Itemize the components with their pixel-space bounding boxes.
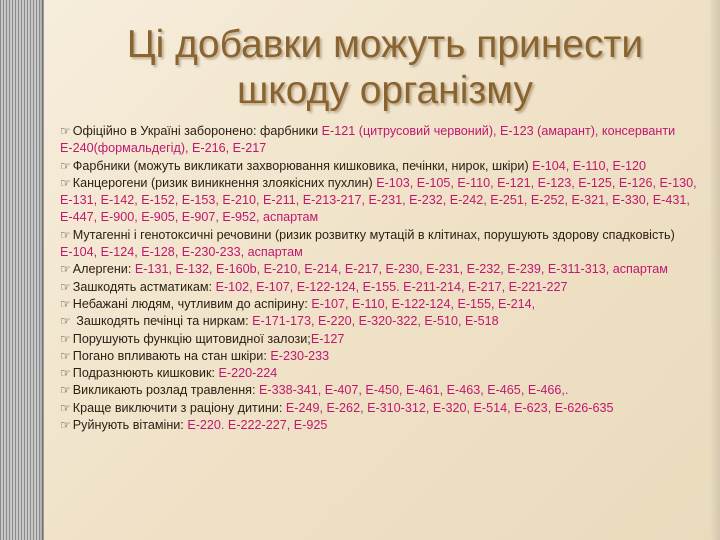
- item-description: Подразнюють кишковик:: [72, 366, 219, 381]
- item-description: Фарбники (можуть викликати захворювання кишковика, печінки, нирок, шкіри): [72, 158, 533, 173]
- additive-codes: Е-249, Е-262, Е-310-312, Е-320, Е-514, Е-623, Е-626-635: [285, 400, 614, 415]
- list-item: [60, 175, 715, 227]
- item-description: Офіційно в Україні заборонено: фарбники: [72, 124, 322, 138]
- item-description: Канцерогени (ризик виникнення злоякісних пухлин): [72, 175, 377, 190]
- item-description: Руйнують вітаміни:: [72, 418, 188, 433]
- list-item: [60, 227, 715, 262]
- pointing-hand-icon: ☞: [60, 348, 71, 363]
- pointing-hand-icon: ☞: [60, 158, 71, 173]
- list-item: [60, 400, 715, 417]
- additive-codes: Е-131, Е-132, Е-160b, Е-210, Е-214, Е-217, Е-230, Е-231, Е-232, Е-239, Е-311-313, аспартам: [134, 262, 668, 277]
- additive-codes: Е-220. Е-222-227, Е-925: [187, 418, 328, 433]
- list-item: [60, 417, 715, 434]
- item-description: Краще виключити з раціону дитини:: [72, 400, 286, 415]
- list-item: [60, 296, 715, 313]
- pointing-hand-icon: ☞: [60, 262, 71, 277]
- additive-codes: Е-121 (цитрусовий червоний), Е-123 (амарант), консерванти Е-240(формальдегід), Е-216, Е-217: [60, 124, 676, 156]
- additive-codes: Е-127: [310, 331, 345, 346]
- list-item: [60, 348, 715, 365]
- pointing-hand-icon: ☞: [60, 331, 71, 346]
- item-description: Небажані людям, чутливим до аспірину:: [72, 296, 312, 311]
- title-line-2: шкоду організму: [237, 69, 533, 112]
- slide-title: [60, 22, 710, 114]
- item-description: Порушують функцію щитовидної залози;: [72, 331, 311, 346]
- pointing-hand-icon: ☞: [60, 175, 71, 190]
- list-item: [60, 382, 715, 399]
- pointing-hand-icon: ☞: [60, 227, 71, 242]
- pointing-hand-icon: ☞: [60, 314, 71, 329]
- item-description: Викликають розлад травлення:: [72, 383, 259, 398]
- list-item: [60, 331, 715, 348]
- pointing-hand-icon: ☞: [60, 124, 71, 138]
- additive-codes: Е-104, Е-124, Е-128, Е-230-233, аспартам: [60, 245, 303, 260]
- additive-codes: Е-107, Е-110, Е-122-124, Е-155, Е-214,: [311, 296, 536, 311]
- additive-codes: Е-102, Е-107, Е-122-124, Е-155. Е-211-214, Е-217, Е-221-227: [215, 279, 568, 294]
- item-description: Алергени:: [72, 262, 135, 277]
- list-item: [60, 365, 715, 382]
- pointing-hand-icon: ☞: [60, 400, 71, 415]
- additive-codes: Е-104, Е-110, Е-120: [532, 158, 647, 173]
- additive-codes: Е-220-224: [218, 366, 278, 381]
- additives-list: [60, 123, 715, 434]
- item-description: Погано впливають на стан шкіри:: [72, 348, 271, 363]
- list-item: [60, 123, 715, 158]
- pointing-hand-icon: ☞: [60, 366, 71, 381]
- item-description: Зашкодять астматикам:: [72, 279, 216, 294]
- pointing-hand-icon: ☞: [60, 383, 71, 398]
- left-decorative-stripe: [0, 0, 44, 540]
- item-description: Зашкодять печінці та ниркам:: [72, 314, 253, 329]
- additive-codes: Е-230-233: [270, 348, 330, 363]
- list-item: [60, 261, 715, 278]
- title-line-1: Ці добавки можуть принести: [126, 23, 644, 66]
- item-description: Мутагенні і генотоксичні речовини (ризик розвитку мутацій в клітинах, порушують здорову спадковість): [72, 227, 675, 242]
- additive-codes: Е-338-341, Е-407, Е-450, Е-461, Е-463, Е-465, Е-466,.: [258, 383, 569, 398]
- list-item: [60, 313, 715, 330]
- pointing-hand-icon: ☞: [60, 279, 71, 294]
- pointing-hand-icon: ☞: [60, 418, 71, 433]
- pointing-hand-icon: ☞: [60, 296, 71, 311]
- additive-codes: Е-103, Е-105, Е-110, Е-121, Е-123, Е-125, Е-126, Е-130, Е-131, Е-142, Е-152, Е-153, Е-210, Е-211, Е-213-217, Е-231, Е-232, Е-242, Е-251, Е-252, Е-321, Е-330, Е-431, Е-447, Е-900, Е-905, Е-907, Е-952, аспартам: [60, 175, 697, 225]
- additive-codes: Е-171-173, Е-220, Е-320-322, Е-510, Е-518: [252, 314, 499, 329]
- list-item: [60, 158, 715, 175]
- list-item: [60, 279, 715, 296]
